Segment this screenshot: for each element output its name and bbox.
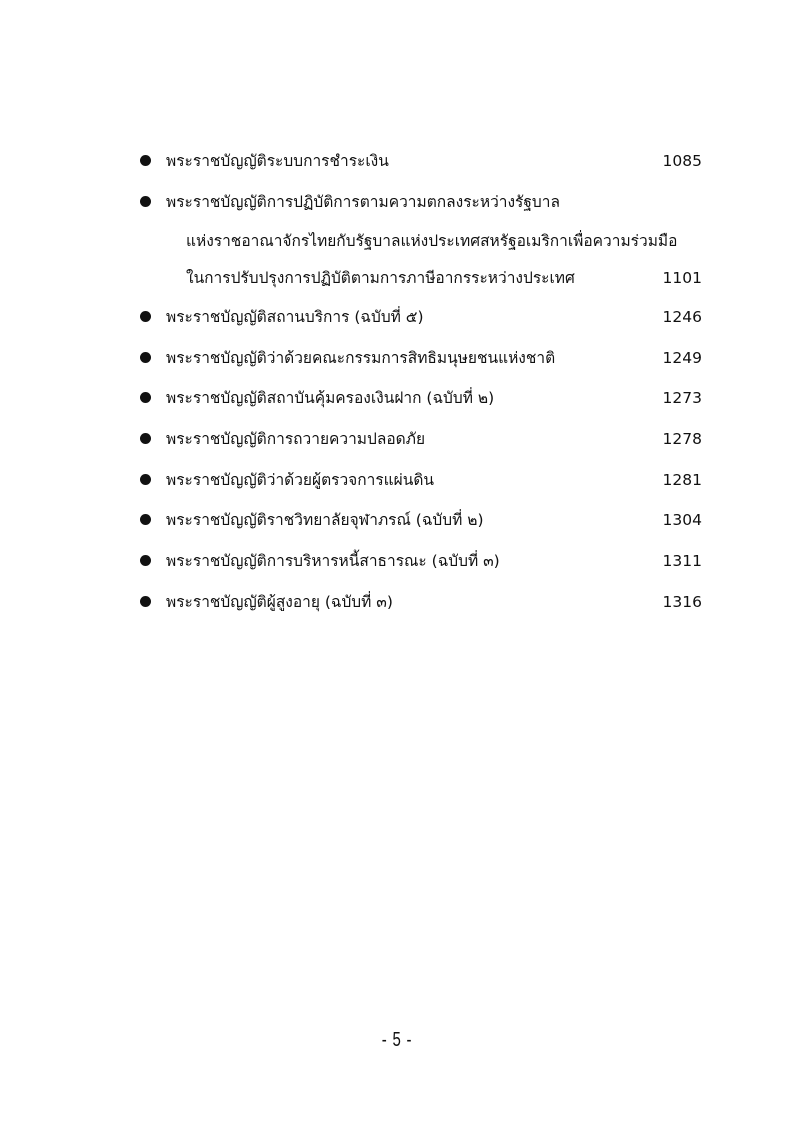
- toc-page-number: 1311: [662, 552, 702, 570]
- toc-entry: [140, 297, 702, 338]
- toc-page-number: 1085: [662, 152, 702, 170]
- bullet-icon: [140, 196, 151, 207]
- bullet-icon: [140, 392, 151, 403]
- toc-line: [140, 297, 702, 338]
- bullet-icon: [140, 433, 151, 444]
- toc-page-number: 1249: [662, 349, 702, 367]
- toc-entry: [140, 378, 702, 419]
- bullet-icon: [140, 555, 151, 566]
- bullet-icon: [140, 514, 151, 525]
- toc-entry-title: พระราชบัญญัติการบริหารหนี้สาธารณะ (ฉบับที่ ๓): [166, 552, 500, 570]
- toc-line: [140, 378, 702, 419]
- bullet-icon: [140, 596, 151, 607]
- toc-entry: [140, 338, 702, 379]
- toc-line: [140, 182, 702, 223]
- toc-line-continuation: [140, 260, 702, 297]
- toc-page-number: 1281: [662, 471, 702, 489]
- toc-page-number: 1101: [662, 269, 702, 287]
- toc-page-number: 1316: [662, 593, 702, 611]
- toc-page-number: 1246: [662, 308, 702, 326]
- toc-line-continuation: [140, 223, 702, 260]
- bullet-icon: [140, 155, 151, 166]
- toc-page-number: 1304: [662, 511, 702, 529]
- toc-entry-title: พระราชบัญญัติว่าด้วยผู้ตรวจการแผ่นดิน: [166, 471, 434, 489]
- toc-line: [140, 419, 702, 460]
- toc-entry-title: พระราชบัญญัติว่าด้วยคณะกรรมการสิทธิมนุษยชนแห่งชาติ: [166, 349, 556, 367]
- toc-entry-title: พระราชบัญญัติราชวิทยาลัยจุฬาภรณ์ (ฉบับที่ ๒): [166, 511, 484, 529]
- toc-line: [140, 338, 702, 379]
- toc-entry: [140, 500, 702, 541]
- toc-entry-title: พระราชบัญญัติสถาบันคุ้มครองเงินฝาก (ฉบับที่ ๒): [166, 389, 495, 407]
- toc-entry-title: พระราชบัญญัติสถานบริการ (ฉบับที่ ๕): [166, 308, 424, 326]
- toc-line: [140, 460, 702, 501]
- toc-entry: [140, 141, 702, 182]
- toc-entry: [140, 582, 702, 623]
- toc-entry-title: พระราชบัญญัติการถวายความปลอดภัย: [166, 430, 426, 448]
- toc-page-number: 1278: [662, 430, 702, 448]
- bullet-icon: [140, 352, 151, 363]
- toc-line: [140, 582, 702, 623]
- bullet-icon: [140, 311, 151, 322]
- toc-entry-title: พระราชบัญญัติการปฏิบัติการตามความตกลงระหว่างรัฐบาล: [166, 193, 560, 211]
- toc-entry-title-continued: ในการปรับปรุงการปฏิบัติตามการภาษีอากรระหว่างประเทศ: [186, 269, 575, 287]
- page-number-footer: - 5 -: [381, 1029, 413, 1051]
- toc-entry: [140, 460, 702, 501]
- toc-entry-title-continued: แห่งราชอาณาจักรไทยกับรัฐบาลแห่งประเทศสหรัฐอเมริกาเพื่อความร่วมมือ: [186, 232, 678, 250]
- toc-entry: [140, 182, 702, 297]
- toc-entry: [140, 541, 702, 582]
- toc-line: [140, 541, 702, 582]
- toc-page-number: 1273: [662, 389, 702, 407]
- toc-entry: [140, 419, 702, 460]
- toc-entry-title: พระราชบัญญัติผู้สูงอายุ (ฉบับที่ ๓): [166, 593, 393, 611]
- toc-line: [140, 141, 702, 182]
- toc-line: [140, 500, 702, 541]
- toc-entry-title: พระราชบัญญัติระบบการชำระเงิน: [166, 152, 389, 170]
- bullet-icon: [140, 474, 151, 485]
